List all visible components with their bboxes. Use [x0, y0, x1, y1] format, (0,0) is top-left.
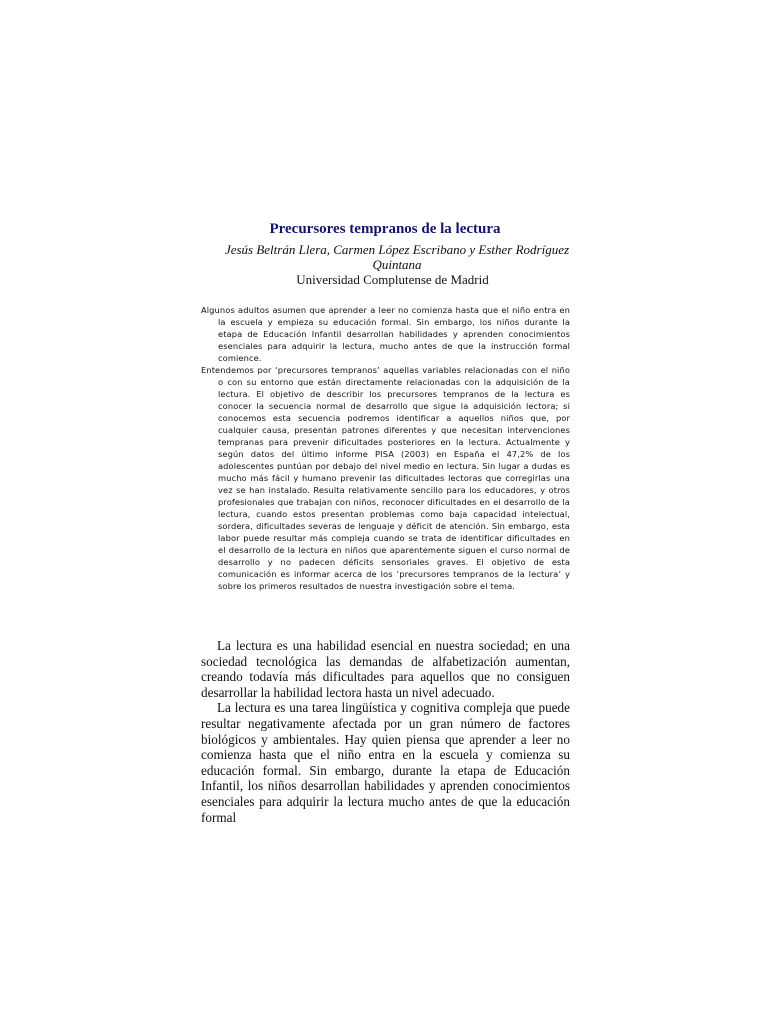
paper-title: Precursores tempranos de la lectura [269, 221, 501, 237]
paper-affiliation: Universidad Complutense de Madrid [296, 272, 489, 287]
abstract-paragraph: Entendemos por ‘precursores tempranos’ aquellas variables relacionadas con el niño o con su entorno que están directamente relacionadas con la adquisición de la lectura. El objetivo de describir los precursores tempranos de la lectura es conocer la secuencia normal de desarrollo que sigue la adquisición lectora; si conocemos esta secuencia podremos identificar a aquellos niños que, por cualquier causa, presentan patrones diferentes y que necesitan intervenciones tempranas para prevenir dificultades posteriores en la lectura. Actualmente y según datos del último informe PISA (2003) en España el 47,2% de los adolescentes puntúan por debajo del nivel medio en lectura. Sin lugar a dudas es mucho más fácil y humano prevenir las dificultades lectoras que corregirlas una vez se han instalado. Resulta relativamente sencillo para los educadores, y otros profesionales que trabajan con niños, reconocer dificultades en el desarrollo de la lectura, cuando estos presentan problemas como baja capacidad intelectual, sordera, dificultades severas de lenguaje y déficit de atención. Sin embargo, esta labor puede resultar más compleja cuando se trata de identificar dificultades en el desarrollo de la lectura en niños que aparentemente siguen el curso normal de desarrollo y no padecen déficits sensoriales graves. El objetivo de esta comunicación es informar acerca de los ‘precursores tempranos de la lectura’ y sobre los primeros resultados de nuestra investigación sobre el tema. [201, 365, 570, 591]
body-paragraph: La lectura es una tarea lingüística y cognitiva compleja que puede resultar negativamente afectada por un gran número de factores biológicos y ambientales. Hay quien piensa que aprender a leer no comienza hasta que el niño entra en la escuela y comienza su educación formal. Sin embargo, durante la etapa de Educación Infantil, los niños desarrollan habilidades y aprenden conocimientos esenciales para adquirir la lectura mucho antes de que la educación formal [201, 700, 570, 825]
paper-authors: Jesús Beltrán Llera, Carmen López Escribano y Esther Rodríguez Quintana [224, 242, 570, 272]
body-paragraph: La lectura es una habilidad esencial en nuestra sociedad; en una sociedad tecnológica las demandas de alfabetización aumentan, creando todavía más dificultades para aquellos que no consiguen desarrollar la habilidad lectora hasta un nivel adecuado. [201, 638, 570, 700]
abstract-section [201, 304, 570, 592]
body-section [201, 638, 570, 825]
abstract-paragraph: Algunos adultos asumen que aprender a leer no comienza hasta que el niño entra en la escuela y empieza su educación formal. Sin embargo, los niños durante la etapa de Educación Infantil desarrollan habilidades y aprenden conocimientos esenciales para adquirir la lectura, mucho antes de que la instrucción formal comience. [201, 305, 570, 363]
